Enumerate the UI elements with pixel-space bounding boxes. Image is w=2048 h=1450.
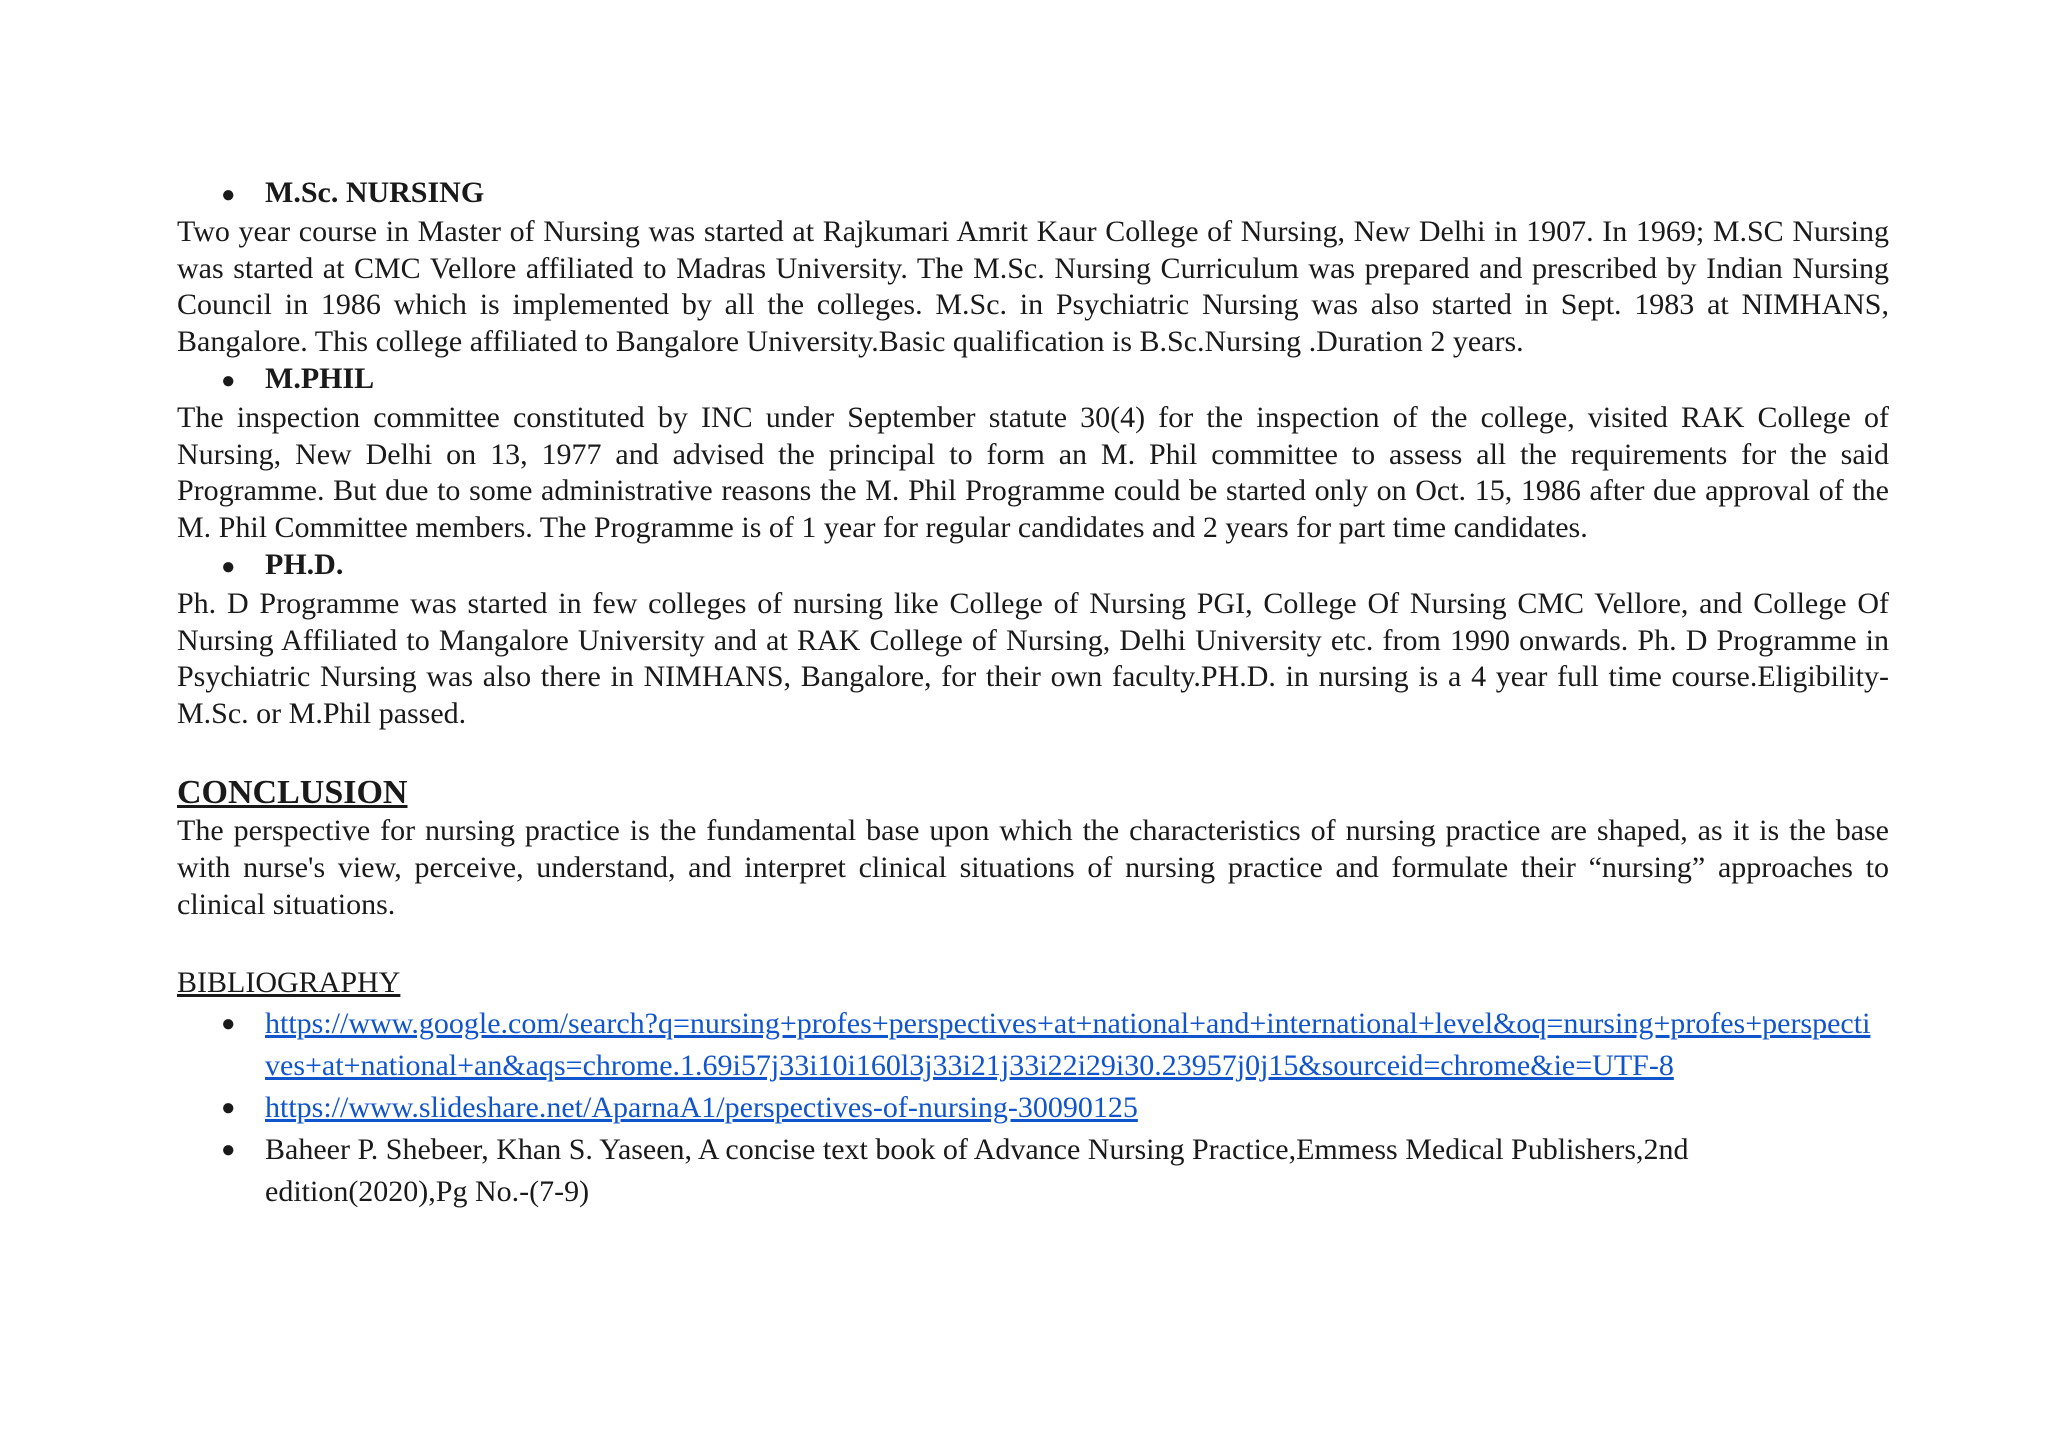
bibliography-book-reference: Baheer P. Shebeer, Khan S. Yaseen, A concise text book of Advance Nursing Practice,Emmess Medical Publishers,2nd edition(2020),Pg No.-(7-9) bbox=[265, 1133, 1689, 1209]
section-heading-text: M.PHIL bbox=[265, 361, 375, 395]
bibliography-item bbox=[177, 1129, 1889, 1213]
bullet-icon: ● bbox=[221, 1095, 236, 1122]
bibliography-item bbox=[177, 1087, 1889, 1129]
section-msc-nursing bbox=[177, 175, 1889, 361]
conclusion-heading: CONCLUSION bbox=[177, 773, 408, 811]
spacer bbox=[177, 733, 1889, 773]
bibliography-section bbox=[177, 963, 1889, 1213]
section-phd bbox=[177, 547, 1889, 733]
section-mphil bbox=[177, 361, 1889, 547]
section-body: Ph. D Programme was started in few colleges of nursing like College of Nursing PGI, College Of Nursing CMC Vellore, and College Of Nursing Affiliated to Mangalore University and at RAK College of Nursing, Delhi University etc. from 1990 onwards. Ph. D Programme in Psychiatric Nursing was also there in NIMHANS, Bangalore, for their own faculty.PH.D. in nursing is a 4 year full time course.Eligibility- M.Sc. or M.Phil passed. bbox=[177, 586, 1889, 731]
bibliography-entry bbox=[265, 1003, 1889, 1087]
bibliography-list bbox=[177, 1003, 1889, 1213]
bullet-icon: ● bbox=[221, 367, 236, 394]
bullet-icon: ● bbox=[221, 1137, 236, 1164]
conclusion-section bbox=[177, 773, 1889, 923]
bibliography-heading: BIBLIOGRAPHY bbox=[177, 966, 401, 1000]
bullet-icon: ● bbox=[221, 1011, 236, 1038]
document-content bbox=[177, 175, 1889, 1213]
spacer bbox=[177, 923, 1889, 963]
conclusion-body: The perspective for nursing practice is the fundamental base upon which the characteristics of nursing practice are shaped, as it is the base with nurse's view, perceive, understand, and interpret clinical situations of nursing practice and formulate their “nursing” approaches to clinical situations. bbox=[177, 813, 1889, 921]
bullet-icon: ● bbox=[221, 182, 236, 208]
section-heading bbox=[177, 547, 1889, 586]
bibliography-link-google[interactable]: https://www.google.com/search?q=nursing+profes+perspectives+at+national+and+international+level&oq=nursing+profes+perspectives+at+national+an&aqs=chrome.1.69i57j33i10i160l3j33i21j33i22i29i30.23957j0j15&sourceid=chrome&ie=UTF-8 bbox=[265, 1007, 1871, 1083]
section-heading-text: PH.D. bbox=[265, 547, 344, 581]
bibliography-item bbox=[177, 1003, 1889, 1087]
section-body: Two year course in Master of Nursing was started at Rajkumari Amrit Kaur College of Nursing, New Delhi in 1907. In 1969; M.SC Nursing was started at CMC Vellore affiliated to Madras University. The M.Sc. Nursing Curriculum was prepared and prescribed by Indian Nursing Council in 1986 which is implemented by all the colleges. M.Sc. in Psychiatric Nursing was also started in Sept. 1983 at NIMHANS, Bangalore. This college affiliated to Bangalore University.Basic qualification is B.Sc.Nursing .Duration 2 years. bbox=[177, 214, 1889, 359]
section-body: The inspection committee constituted by INC under September statute 30(4) for the inspection of the college, visited RAK College of Nursing, New Delhi on 13, 1977 and advised the principal to form an M. Phil committee to assess all the requirements for the said Programme. But due to some administrative reasons the M. Phil Programme could be started only on Oct. 15, 1986 after due approval of the M. Phil Committee members. The Programme is of 1 year for regular candidates and 2 years for part time candidates. bbox=[177, 400, 1889, 545]
section-heading bbox=[177, 361, 1889, 400]
section-heading-text: M.Sc. NURSING bbox=[265, 176, 485, 209]
bibliography-entry bbox=[265, 1087, 1889, 1129]
bibliography-link-slideshare[interactable]: https://www.slideshare.net/AparnaA1/perspectives-of-nursing-30090125 bbox=[265, 1091, 1138, 1125]
bullet-icon: ● bbox=[221, 553, 236, 580]
section-heading bbox=[177, 175, 1889, 214]
